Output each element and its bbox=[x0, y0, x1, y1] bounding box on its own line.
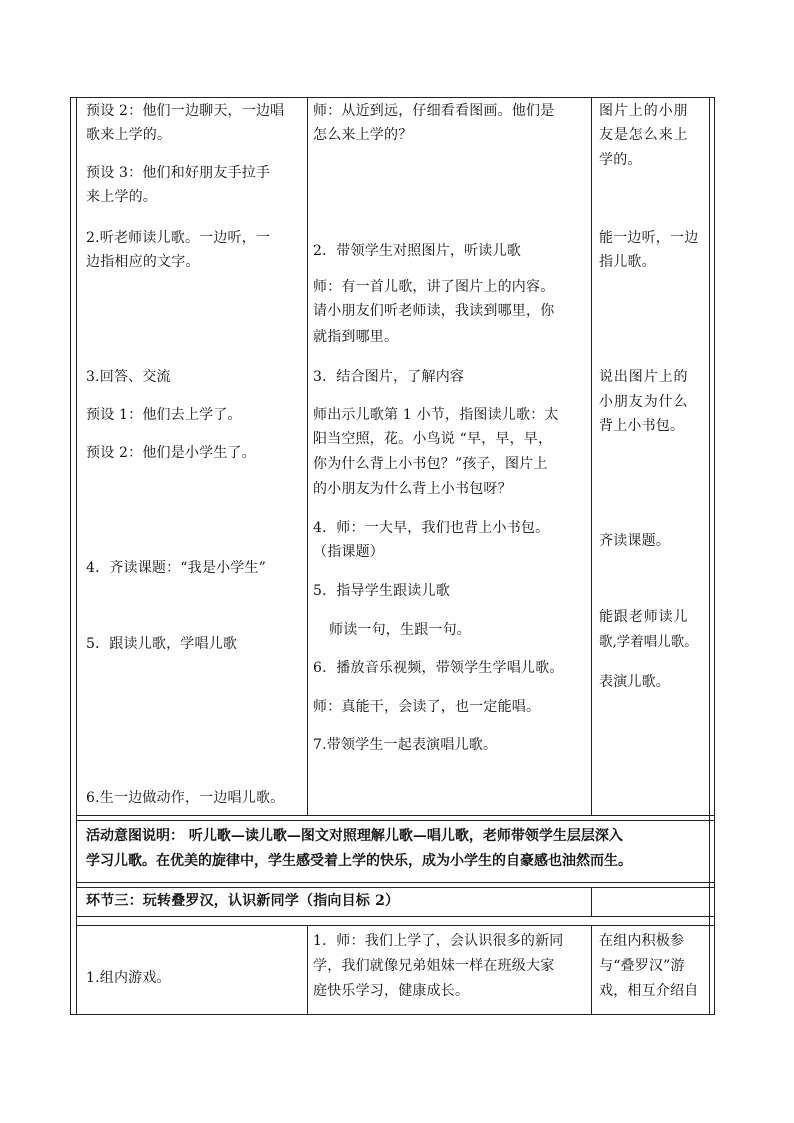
student-text: 4．齐读课题：“我是小学生” bbox=[86, 560, 267, 576]
student-text: 预设 2：他们一边聊天，一边唱 bbox=[86, 103, 285, 119]
teacher-text: 师出示儿歌第 1 小节，指图读儿歌：太 bbox=[313, 407, 559, 423]
column-divider bbox=[591, 887, 592, 916]
intent-text: 学的。 bbox=[599, 152, 642, 168]
student-text: 5．跟读儿歌，学唱儿歌 bbox=[86, 636, 238, 652]
teacher-text: 师：有一首儿歌，讲了图片上的内容。 bbox=[313, 279, 555, 295]
teacher-text: 5．指导学生跟读儿歌 bbox=[313, 583, 450, 599]
teacher-text: 庭快乐学习，健康成长。 bbox=[313, 983, 470, 999]
intent-text: 能跟老师读儿 bbox=[599, 609, 689, 625]
row-divider bbox=[76, 882, 715, 883]
teacher-text: 3．结合图片，了解内容 bbox=[313, 369, 465, 385]
intent-text: 指儿歌。 bbox=[599, 254, 656, 270]
teacher-text: 阳当空照，花。小鸟说 “早，早，早， bbox=[313, 431, 553, 447]
activity-intent-line: 学习儿歌。在优美的旋律中，学生感受着上学的快乐，成为小学生的自豪感也油然而生。 bbox=[86, 853, 632, 869]
column-divider bbox=[76, 97, 77, 1015]
column-divider bbox=[307, 97, 308, 815]
section-title: 环节三：玩转叠罗汉，认识新同学（指向目标 2） bbox=[86, 893, 400, 909]
intent-text: 背上小书包。 bbox=[599, 418, 685, 434]
teacher-text: 你为什么背上小书包？”孩子，图片上 bbox=[313, 456, 548, 472]
row-divider bbox=[76, 916, 715, 917]
intent-text: 齐读课题。 bbox=[599, 533, 670, 549]
teacher-text: 师读一句，生跟一句。 bbox=[329, 622, 471, 638]
row-divider bbox=[76, 815, 715, 816]
student-text: 6.生一边做动作，一边唱儿歌。 bbox=[86, 790, 285, 806]
student-text: 预设 2：他们是小学生了。 bbox=[86, 445, 256, 461]
intent-text: 戏，相互介绍自 bbox=[599, 983, 699, 999]
teacher-text: 就指到哪里。 bbox=[313, 329, 399, 345]
intent-text: 友是怎么来上 bbox=[599, 127, 689, 143]
student-text: 边指相应的文字。 bbox=[86, 254, 200, 270]
row-divider bbox=[76, 820, 715, 821]
teacher-text: 怎么来上学的？ bbox=[313, 127, 413, 143]
intent-text: 图片上的小朋 bbox=[599, 103, 689, 119]
student-text: 来上学的。 bbox=[86, 189, 157, 205]
intent-text: 在组内积极参 bbox=[599, 933, 685, 949]
intent-text: 小朋友为什么 bbox=[599, 394, 689, 410]
column-divider bbox=[307, 925, 308, 1015]
row-divider bbox=[76, 925, 715, 926]
intent-text: 歌,学着唱儿歌。 bbox=[599, 634, 698, 650]
table-bottom bbox=[70, 1014, 715, 1015]
student-text: 预设 1：他们去上学了。 bbox=[86, 407, 242, 423]
intent-text: 说出图片上的 bbox=[599, 369, 689, 385]
student-text: 3.回答、交流 bbox=[86, 369, 171, 385]
teacher-text: 师：从近到远，仔细看看图画。他们是 bbox=[313, 103, 555, 119]
column-divider bbox=[709, 97, 710, 1015]
column-divider bbox=[591, 97, 592, 815]
intent-text: 与“叠罗汉”游 bbox=[599, 958, 685, 974]
student-text: 预设 3：他们和好朋友手拉手 bbox=[86, 165, 271, 181]
teacher-text: 1．师：我们上学了，会认识很多的新同 bbox=[313, 933, 564, 949]
teacher-text: 师：真能干，会读了，也一定能唱。 bbox=[313, 699, 541, 715]
student-text: 1.组内游戏。 bbox=[86, 970, 171, 986]
teacher-text: 4．师：一大早，我们也背上小书包。 bbox=[313, 520, 550, 536]
teacher-text: 7.带领学生一起表演唱儿歌。 bbox=[313, 737, 498, 753]
row-divider bbox=[76, 887, 715, 888]
row-divider bbox=[70, 97, 715, 98]
intent-text: 表演儿歌。 bbox=[599, 674, 670, 690]
activity-intent-line: 活动意图说明： 听儿歌—读儿歌—图文对照理解儿歌—唱儿歌，老师带领学生层层深入 bbox=[86, 828, 623, 844]
student-text: 歌来上学的。 bbox=[86, 127, 172, 143]
student-text: 2.听老师读儿歌。一边听，一 bbox=[86, 230, 271, 246]
teacher-text: 2．带领学生对照图片，听读儿歌 bbox=[313, 243, 521, 259]
teacher-text: （指课题） bbox=[313, 544, 384, 560]
teacher-text: 学，我们就像兄弟姐妹一样在班级大家 bbox=[313, 958, 555, 974]
teacher-text: 6．播放音乐视频，带领学生学唱儿歌。 bbox=[313, 660, 564, 676]
intent-text: 能一边听，一边 bbox=[599, 230, 699, 246]
teacher-text: 的小朋友为什么背上小书包呀？ bbox=[313, 481, 512, 497]
teacher-text: 请小朋友们听老师读，我读到哪里，你 bbox=[313, 303, 555, 319]
column-divider bbox=[591, 925, 592, 1015]
